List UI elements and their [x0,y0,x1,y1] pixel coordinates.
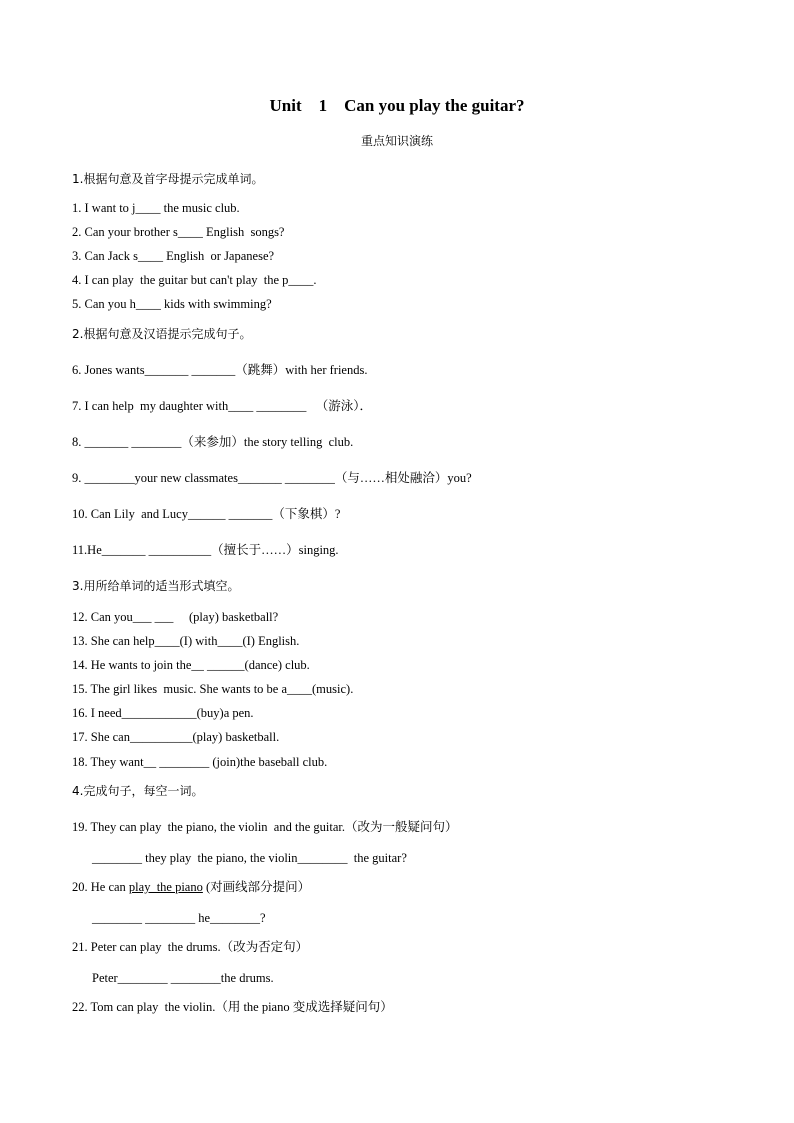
question-19: 19. They can play the piano, the violin and the guitar.（改为一般疑问句） [72,820,458,834]
question-20-start: 20. He can [72,880,129,894]
question-8: 8. _______ ________（来参加）the story telling club. [72,435,354,449]
question-10: 10. Can Lily and Lucy______ _______（下象棋）? [72,507,341,521]
question-15: 15. The girl likes music. She wants to be a____(music). [72,682,354,696]
section-4-heading: 4.完成句子，每空一词。 [72,784,204,798]
question-6: 6. Jones wants_______ _______（跳舞）with her friends. [72,363,368,377]
question-20-end: (对画线部分提问） [202,880,311,894]
section-3-heading: 3.用所给单词的适当形式填空。 [72,579,240,593]
question-1: 1. I want to j____ the music club. [72,201,240,215]
question-18: 18. They want__ ________ (join)the baseball club. [72,755,328,769]
question-2: 2. Can your brother s____ English songs? [72,225,285,239]
question-11: 11.He_______ __________（擅长于……）singing. [72,543,339,557]
question-12: 12. Can you___ ___ (play) basketball? [72,610,279,624]
question-5: 5. Can you h____ kids with swimming? [72,297,272,311]
question-21: 21. Peter can play the drums.（改为否定句） [72,940,309,954]
section-1-heading: 1.根据句意及首字母提示完成单词。 [72,172,264,186]
page-title: Unit 1 Can you play the guitar? [269,96,525,115]
answer-line-19: ________ they play the piano, the violin________ the guitar? [92,851,407,865]
question-17: 17. She can__________(play) basketball. [72,730,280,744]
question-20 [72,879,310,895]
question-22: 22. Tom can play the violin.（用 the piano 变成选择疑问句） [72,1000,393,1014]
section-2-heading: 2.根据句意及汉语提示完成句子。 [72,327,252,341]
question-9: 9. ________your new classmates_______ ________（与……相处融洽）you? [72,471,472,485]
question-7: 7. I can help my daughter with____ ________ （游泳）． [72,399,372,413]
question-3: 3. Can Jack s____ English or Japanese? [72,249,275,263]
page-subtitle: 重点知识演练 [360,134,433,148]
answer-line-20: ________ ________ he________? [92,911,266,925]
question-4: 4. I can play the guitar but can't play the p____. [72,273,317,287]
question-13: 13. She can help____(I) with____(I) English. [72,634,300,648]
question-20-underlined: play the piano [128,880,203,894]
question-14: 14. He wants to join the__ ______(dance) club. [72,658,310,672]
answer-line-21: Peter________ ________the drums. [92,971,274,985]
question-16: 16. I need____________(buy)a pen. [72,706,254,720]
